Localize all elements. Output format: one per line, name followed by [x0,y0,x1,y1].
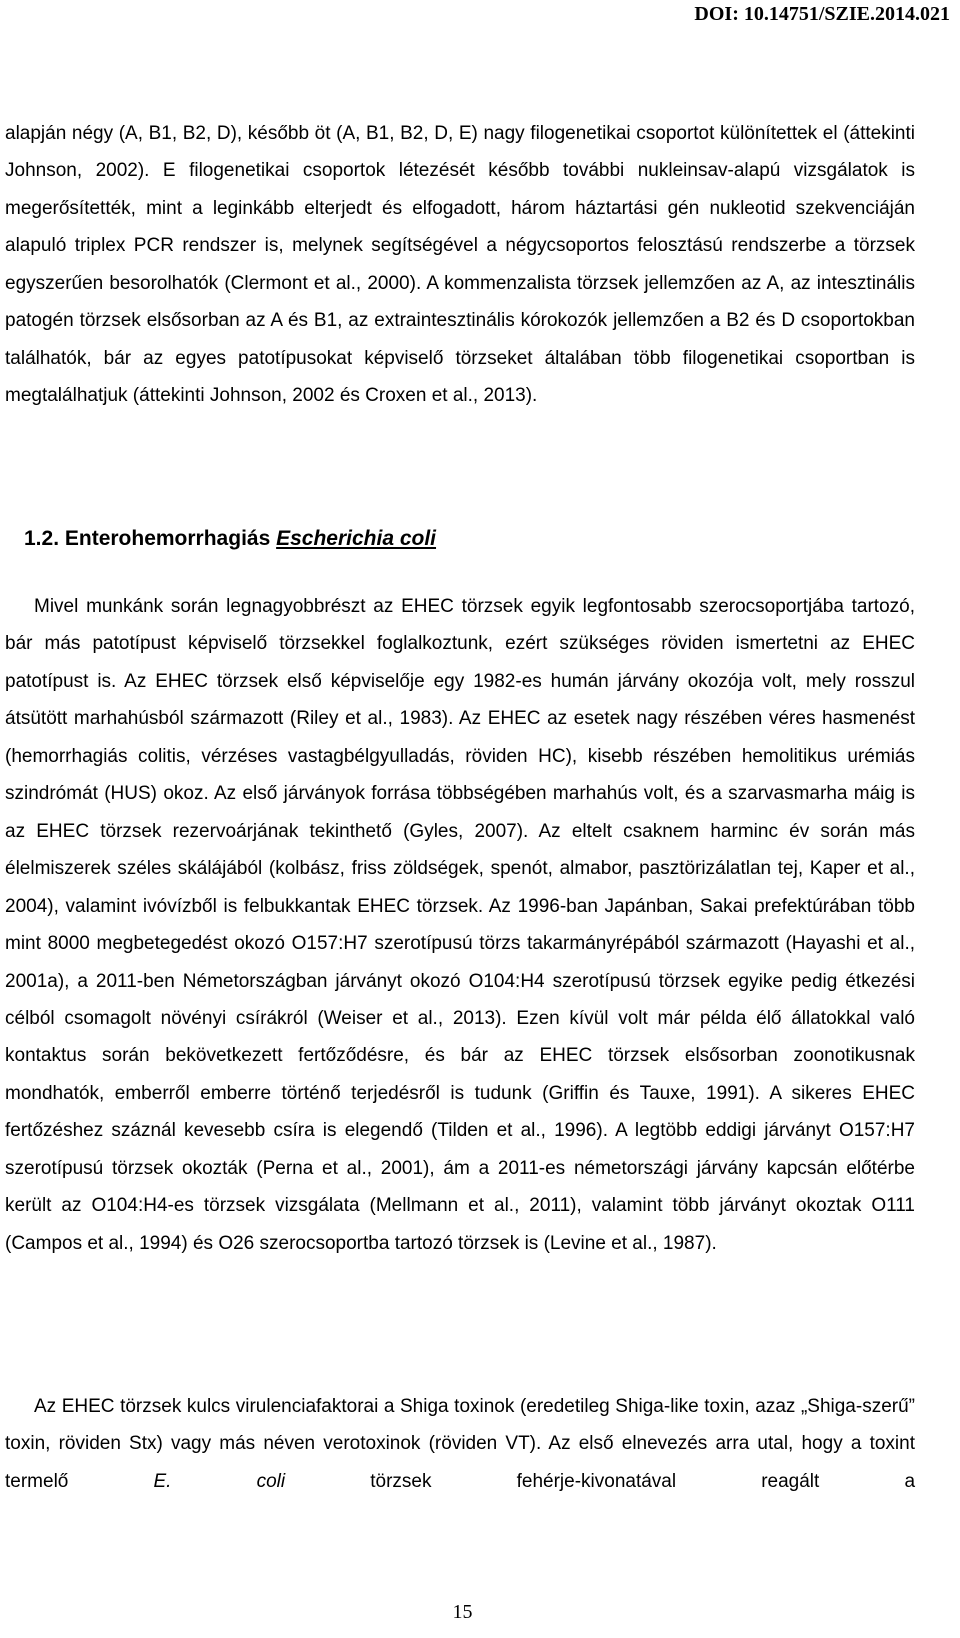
paragraph-3 [5,1388,915,1500]
section-heading [24,519,436,559]
paragraph-2: Mivel munkánk során legnagyobbrészt az EHEC törzsek egyik legfontosabb szerocsoportjába tartozó, bár más patotípust képviselő törzsekkel foglalkoztunk, ezért szükséges röviden ismertetni az EHEC patotípust is. Az EHEC törzsek első képviselője egy 1982-es humán járvány okozója volt, mely rosszul átsütött marhahúsból származott (Riley et al., 1983). Az EHEC az esetek nagy részében véres hasmenést (hemorrhagiás colitis, vérzéses vastagbélgyulladás, röviden HC), kisebb részében hemolitikus urémiás szindrómát (HUS) okoz. Az első járványok forrása többségében marhahús volt, és a szarvasmarha máig is az EHEC törzsek rezervoárjának tekinthető (Gyles, 2007). Az eltelt csaknem harminc év során más élelmiszerek széles skálájából (kolbász, friss zöldségek, spenót, almabor, pasztörizálatlan tej, Kaper et al., 2004), valamint ivóvízből is felbukkantak EHEC törzsek. Az 1996-ban Japánban, Sakai prefektúrában több mint 8000 megbetegedést okozó O157:H7 szerotípusú törzs takarmányrépából származott (Hayashi et al., 2001a), a 2011-ben Németországban járványt okozó O104:H4 szerotípusú törzsek egyike pedig étkezési célból csomagolt növényi csírákról (Weiser et al., 2013). Ezen kívül volt már példa élő állatokkal való kontaktus során bekövetkezett fertőződésre, és bár az EHEC törzsek elsősorban zoonotikusnak mondhatók, emberről emberre történő terjedésről is tudunk (Griffin és Tauxe, 1991). A sikeres EHEC fertőzéshez száznál kevesebb csíra is elegendő (Tilden et al., 1996). A legtöbb eddigi járványt O157:H7 szerotípusú törzsek okozták (Perna et al., 2001), ám a 2011-es németországi járvány kapcsán előtérbe került az O104:H4-es törzsek vizsgálata (Mellmann et al., 2011), valamint több járványt okoztak O111 (Campos et al., 1994) és O26 szerocsoportba tartozó törzsek is (Levine et al., 1987). [5,596,915,1254]
section-title-species: Escherichia coli [276,527,437,550]
page-number: 15 [452,1601,473,1623]
paragraph-3-text-after: törzsek fehérje-kivonatával reagált a [370,1470,916,1492]
section-number: 1.2. [24,527,60,550]
species-name: E. coli [153,1470,286,1492]
paragraph-1: alapján négy (A, B1, B2, D), később öt (A, B1, B2, D, E) nagy filogenetikai csoportot különítettek el (áttekinti Johnson, 2002). E filogenetikai csoportok létezését később további nukleinsav-alapú vizsgálatok is megerősítették, mint a leginkább elterjedt és elfogadott, három háztartási gén nukleotid szekvenciáján alapuló triplex PCR rendszer is, melynek segítségével a négycsoportos felosztású rendszerbe a törzsek egyszerűen besorolhatók (Clermont et al., 2000). A kommenzalista törzsek jellemzően az A, az intesztinális patogén törzsek elsősorban az A és B1, az extraintesztinális kórokozók jellemzően a B2 és D csoportokban találhatók, bár az egyes patotípusokat képviselő törzseket általában több filogenetikai csoportban is megtalálhatjuk (áttekinti Johnson, 2002 és Croxen et al., 2013). [5,123,915,407]
section-title: Enterohemorrhagiás [64,527,271,550]
paragraph-3-text-before: Az EHEC törzsek kulcs virulenciafaktorai a Shiga toxinok (eredetileg Shiga-like toxin, azaz „Shiga-szerű” toxin, röviden Stx) vagy más néven verotoxinok (röviden VT). Az első elnevezés arra utal, hogy a toxint termelő [5,1396,915,1492]
doi-header: DOI: 10.14751/SZIE.2014.021 [694,3,950,25]
